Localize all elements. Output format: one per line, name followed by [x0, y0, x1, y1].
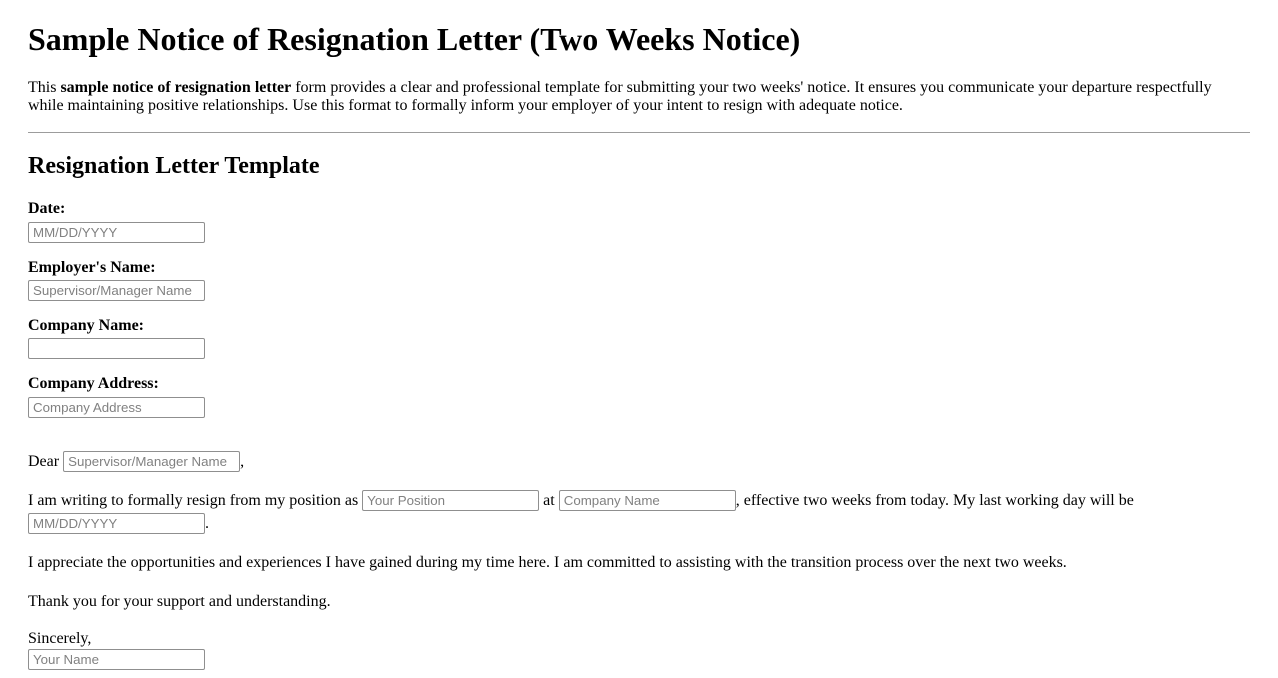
company-address-label: Company Address: [28, 375, 159, 393]
intro-rest: form provides a clear and professional template for submitting your two weeks' notice. It ensures you communicate your departure respectfully while maintaining positive relationships. Use this format to formally inform your employer of your intent to resign with adequate notice. [28, 78, 1212, 115]
body-paragraph-3: Thank you for your support and understanding. [28, 593, 331, 611]
date-label: Date: [28, 200, 66, 218]
page-title: Sample Notice of Resignation Letter (Two Weeks Notice) [28, 21, 801, 57]
salutation-line [28, 450, 1250, 473]
salutation-suffix: , [240, 452, 245, 470]
body1-seg1: I am writing to formally resign from my position as [28, 491, 363, 509]
salutation-name-input[interactable] [63, 451, 240, 472]
employer-name-label: Employer's Name: [28, 258, 156, 276]
company-name-label: Company Name: [28, 316, 144, 334]
last-working-day-input[interactable] [28, 513, 205, 534]
signature-name-input[interactable] [28, 649, 205, 670]
field-group-company-address [28, 375, 1250, 417]
field-group-company-name [28, 317, 1250, 359]
intro-prefix: This [28, 78, 61, 96]
closing-text: Sincerely, [28, 629, 92, 647]
company-name-input[interactable] [28, 338, 205, 359]
body1-seg2: at [539, 491, 559, 509]
intro-paragraph [28, 79, 1250, 116]
body-paragraph-1 [28, 489, 1250, 535]
field-group-employer-name [28, 259, 1250, 301]
date-input[interactable] [28, 222, 205, 243]
intro-bold-phrase: sample notice of resignation letter [60, 78, 292, 96]
salutation-prefix: Dear [28, 452, 64, 470]
employer-name-input[interactable] [28, 280, 205, 301]
field-group-date [28, 200, 1250, 242]
section-title: Resignation Letter Template [28, 152, 320, 179]
body1-seg3: , effective two weeks from today. My last working day will be [735, 491, 1134, 509]
company-name-inline-input[interactable] [559, 490, 736, 511]
body-paragraph-2: I appreciate the opportunities and experiences I have gained during my time here. I am committed to assisting with the transition process over the next two weeks. [28, 554, 1067, 572]
body1-seg4: . [205, 515, 209, 533]
your-position-input[interactable] [362, 490, 539, 511]
company-address-input[interactable] [28, 397, 205, 418]
divider [28, 132, 1250, 133]
